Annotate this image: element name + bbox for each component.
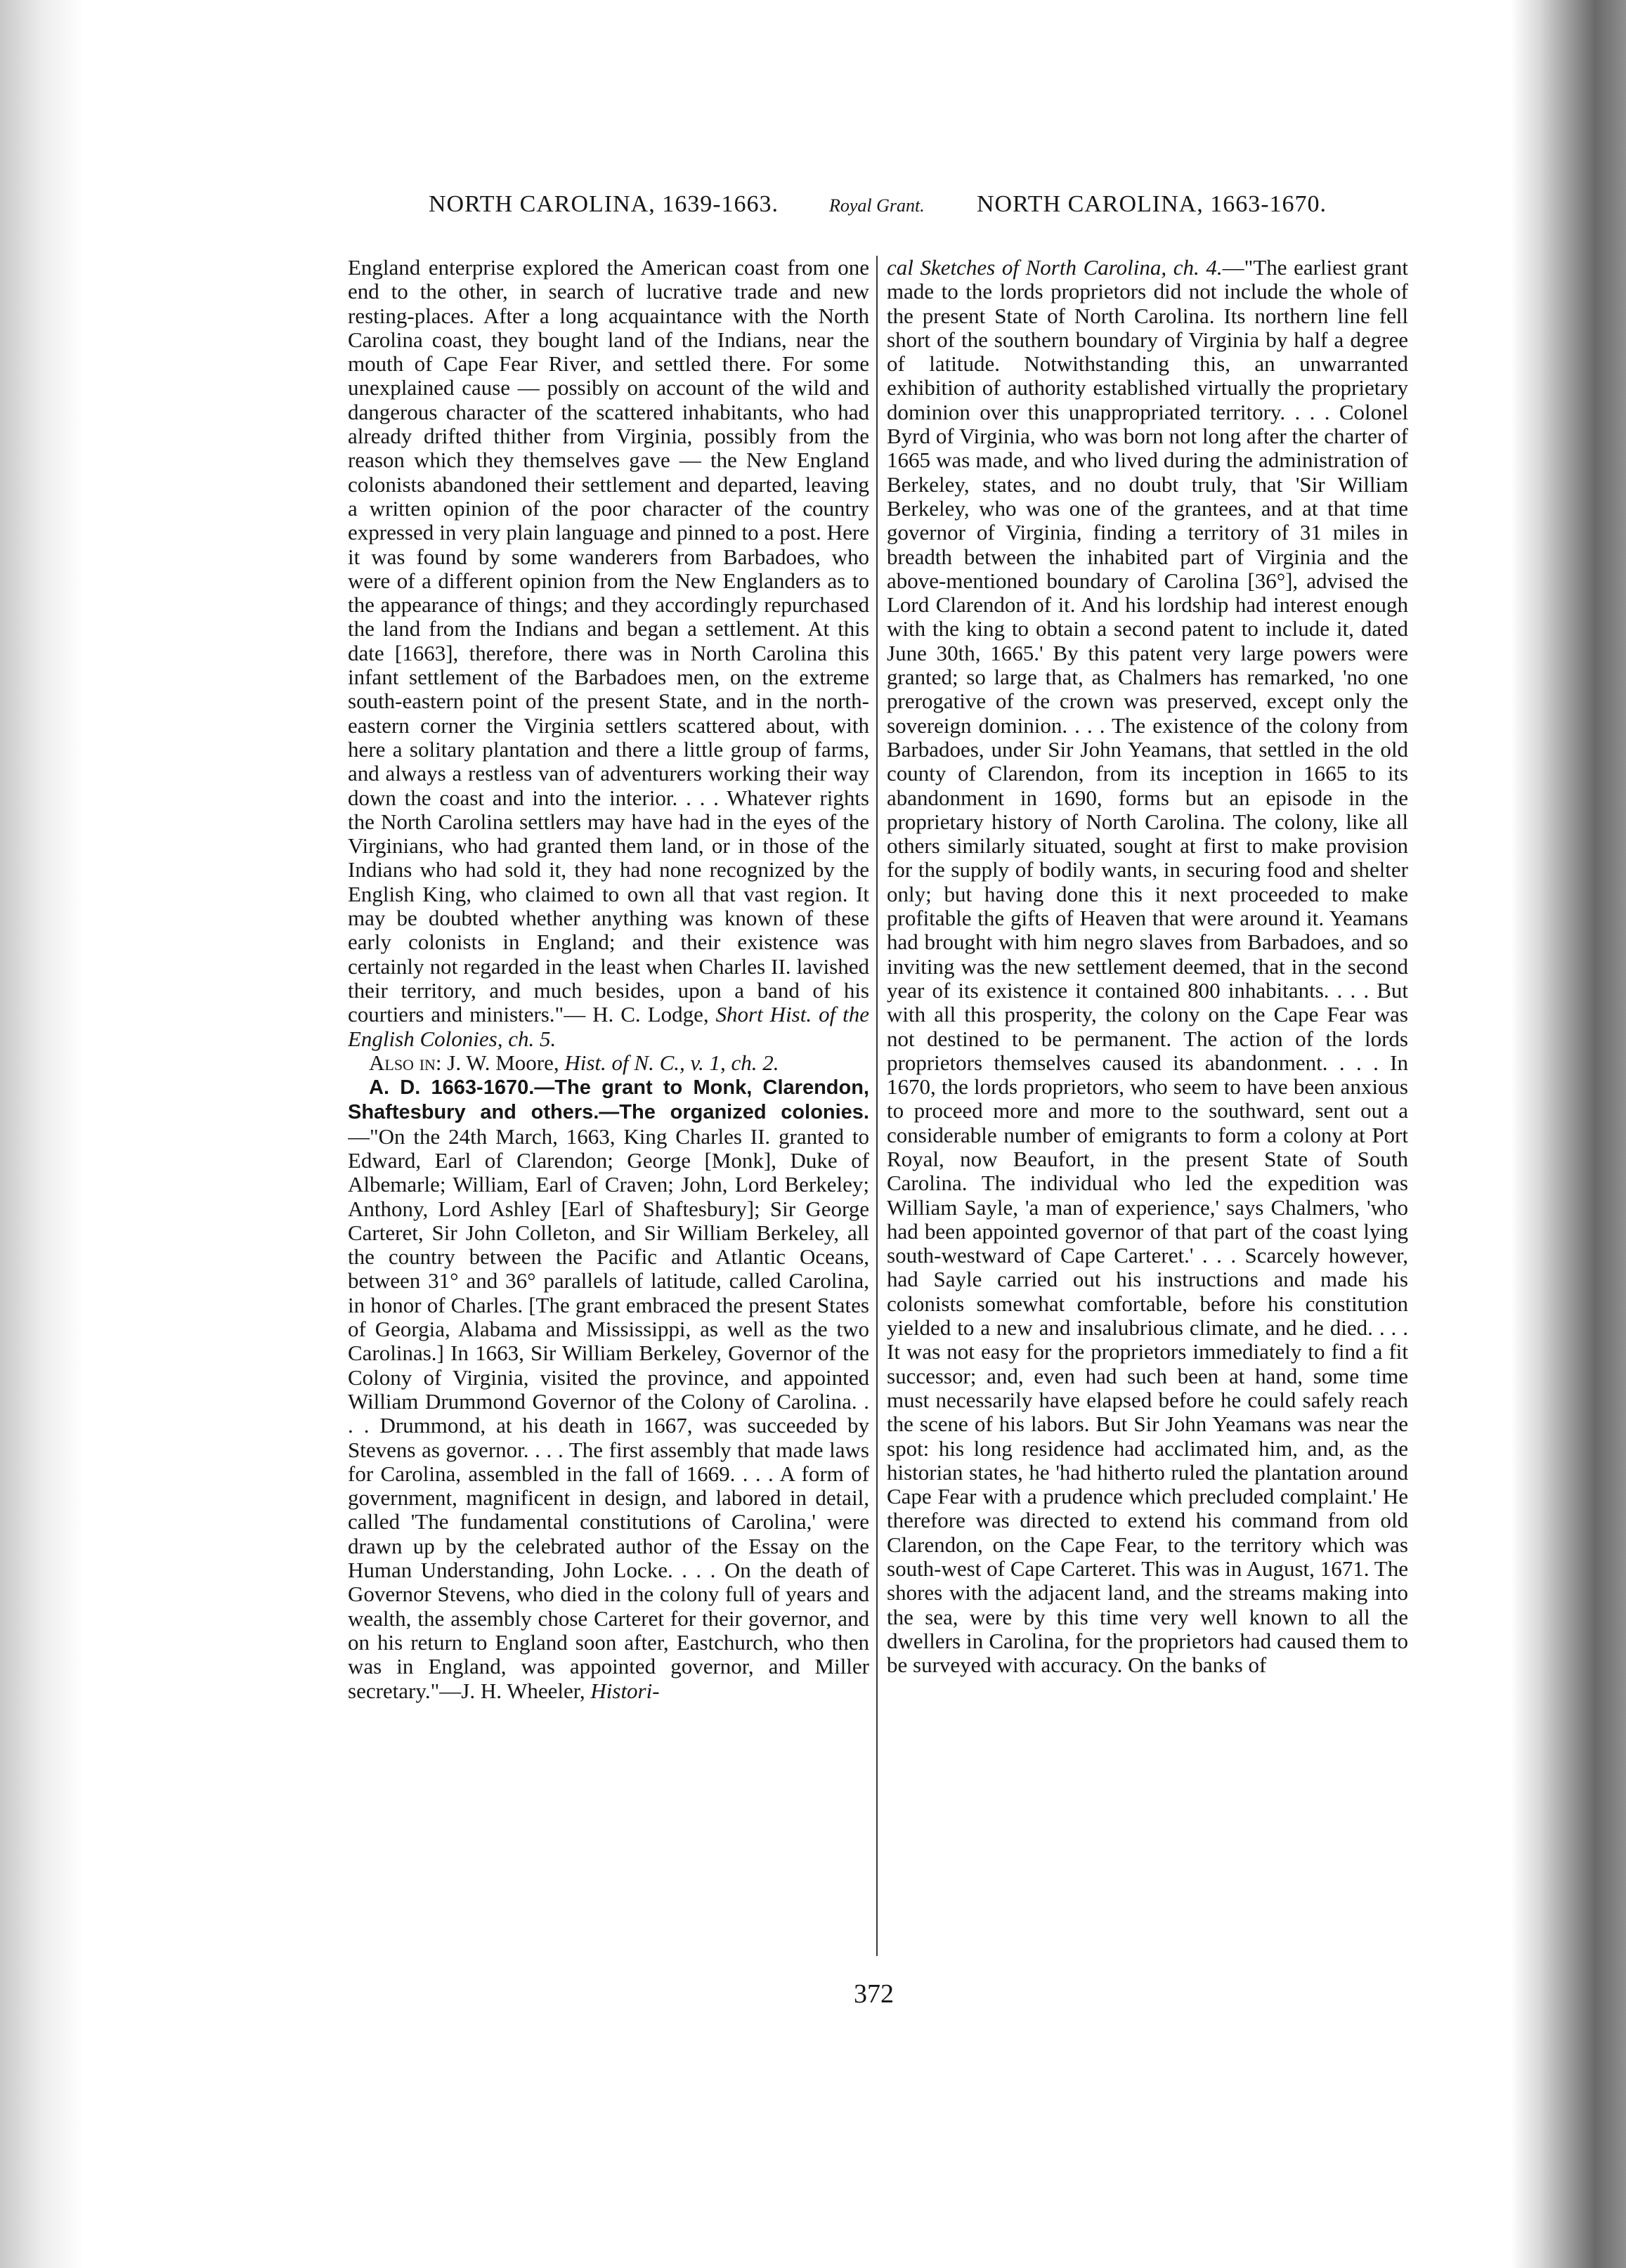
right-paragraph-1: [887, 256, 1408, 1678]
left-paragraph-1-citation: Short Hist. of the English Colonies, ch. 5.: [348, 1002, 869, 1051]
header-right-title: NORTH CAROLINA, 1663-1670.: [977, 191, 1327, 217]
also-in-label: Also in:: [369, 1050, 442, 1075]
scan-shadow-right: [1511, 0, 1626, 2268]
left-column: [348, 256, 869, 1963]
header-center-tag: Royal Grant.: [829, 195, 925, 216]
left-paragraph-2-text: —"On the 24th March, 1663, King Charles II. granted to Edward, Earl of Clarendon; George [Monk], Duke of Albemarle; William, Earl of Craven; John, Lord Berkeley; Anthony, Lord Ashley [Earl of Shaftesbury]; Sir George Carteret, Sir John Colleton, and Sir William Berkeley, all the country between the Pacific and Atlantic Oceans, between 31° and 36° parallels of latitude, called Carolina, in honor of Charles. [The grant embraced the present States of Georgia, Alabama and Mississippi, as well as the two Carolinas.] In 1663, Sir William Berkeley, Governor of the Colony of Virginia, visited the province, and appointed William Drummond Governor of the Colony of Carolina. . . . Drummond, at his death in 1667, was succeeded by Stevens as governor. . . . The first assembly that made laws for Carolina, assembled in the fall of 1669. . . . A form of government, magnificent in design, and labored in detail, called 'The fundamental constitutions of Carolina,' were drawn up by the celebrated author of the Essay on the Human Understanding, John Locke. . . . On the death of Governor Stevens, who died in the colony full of years and wealth, the assembly chose Carteret for their governor, and on his return to England soon after, Eastchurch, who then was in England, was appointed governor, and Miller secretary."—J. H. Wheeler,: [348, 1123, 869, 1703]
left-paragraph-2-citation: Histori-: [590, 1678, 660, 1703]
right-paragraph-1-text: —"The earliest grant made to the lords proprietors did not include the whole of the present State of North Carolina. Its northern line fell short of the southern boundary of Virginia by half a degree of latitude. Notwithstanding this, an unwarranted exhibition of authority established virtually the proprietary dominion over this unappropriated territory. . . . Colonel Byrd of Virginia, who was born not long after the charter of 1665 was made, and who lived during the administration of Berkeley, states, and no doubt truly, that 'Sir William Berkeley, who was one of the grantees, and at that time governor of Virginia, finding a territory of 31 miles in breadth between the inhabited part of Virginia and the above-mentioned boundary of Carolina [36°], advised the Lord Clarendon of it. And his lordship had interest enough with the king to obtain a second patent to include it, dated June 30th, 1665.' By this patent very large powers were granted; so large that, as Chalmers has remarked, 'no one prerogative of the crown was preserved, except only the sovereign dominion. . . . The existence of the colony from Barbadoes, under Sir John Yeamans, that settled in the old county of Clarendon, from its inception in 1665 to its abandonment in 1690, forms but an episode in the proprietary history of North Carolina. The colony, like all others similarly situated, sought at first to make provision for the supply of bodily wants, in securing food and shelter only; but having done this it next proceeded to make profitable the gifts of Heaven that were around it. Yeamans had brought with him negro slaves from Barbadoes, and so inviting was the new settlement deemed, that in the second year of its existence it contained 800 inhabitants. . . . But with all this prosperity, the colony on the Cape Fear was not destined to be permanent. The action of the lords proprietors themselves caused its abandonment. . . . In 1670, the lords proprietors, who seem to have been anxious to proceed more and more to the southward, sent out a considerable number of emigrants to form a colony at Port Royal, now Beaufort, in the present State of South Carolina. The individual who led the expedition was William Sayle, 'a man of experience,' says Chalmers, 'who had been appointed governor of that part of the coast lying south-westward of Cape Carteret.' . . . Scarcely however, had Sayle carried out his instructions and made his colonists somewhat comfortable, before his constitution yielded to a new and insalubrious climate, and he died. . . . It was not easy for the proprietors immediately to find a fit successor; and, even had such been at hand, some time must necessarily have elapsed before he could safely reach the scene of his labors. But Sir John Yeamans was near the spot: his long residence had acclimated him, and, as the historian states, he 'had hitherto ruled the plantation around Cape Fear with a prudence which precluded complaint.' He therefore was directed to extend his command from old Clarendon, on the Cape Fear, to the territory which was south-west of Cape Carteret. This was in August, 1671. The shores with the adjacent land, and the streams making into the sea, were by this time very well known to all the dwellers in Carolina, for the proprietors had caused them to be surveyed with accuracy. On the banks of: [887, 256, 1408, 1678]
page-number: 372: [854, 1979, 894, 2009]
left-paragraph-2: [348, 1075, 869, 1703]
section-subheading: A. D. 1663-1670.—The grant to Monk, Clarendon, Shaftesbury and others.—The organized colonies.: [348, 1076, 869, 1124]
also-in-citation: Hist. of N. C., v. 1, ch. 2.: [564, 1050, 779, 1075]
column-divider: [876, 256, 878, 1956]
left-paragraph-1-text: England enterprise explored the American coast from one end to the other, in search of lucrative trade and new resting-places. After a long acquaintance with the North Carolina coast, they bought land of the Indians, near the mouth of Cape Fear River, and settled there. For some unexplained cause — possibly on account of the wild and dangerous character of the scattered inhabitants, who had already drifted thither from Virginia, possibly from the reason which they themselves gave — the New England colonists abandoned their settlement and departed, leaving a written opinion of the poor character of the country expressed in very plain language and pinned to a post. Here it was found by some wanderers from Barbadoes, who were of a different opinion from the New Englanders as to the appearance of things; and they accordingly repurchased the land from the Indians and began a settlement. At this date [1663], therefore, there was in North Carolina this infant settlement of the Barbadoes men, on the extreme south-eastern point of the present State, and in the north-eastern corner the Virginia settlers scattered about, with here a solitary plantation and there a little group of farms, and always a restless van of adventurers working their way down the coast and into the interior. . . . Whatever rights the North Carolina settlers may have had in the eyes of the Virginians, who had granted them land, or in those of the Indians who had sold it, they had none recognized by the English King, who claimed to own all that vast region. It may be doubted whether anything was known of these early colonists in England; and their existence was certainly not regarded in the least when Charles II. lavished their territory, and much besides, upon a band of his courtiers and ministers."— H. C. Lodge,: [348, 256, 869, 1027]
left-paragraph-1: [348, 256, 869, 1051]
scan-shadow-left: [0, 0, 84, 2268]
right-column: [887, 256, 1408, 1963]
header-left-title: NORTH CAROLINA, 1639-1663.: [429, 191, 779, 217]
also-in-text: J. W. Moore,: [447, 1050, 559, 1075]
right-citation-continuation: cal Sketches of North Carolina, ch. 4.: [887, 256, 1223, 280]
also-in-note: [348, 1051, 869, 1075]
running-header: [429, 191, 1356, 233]
